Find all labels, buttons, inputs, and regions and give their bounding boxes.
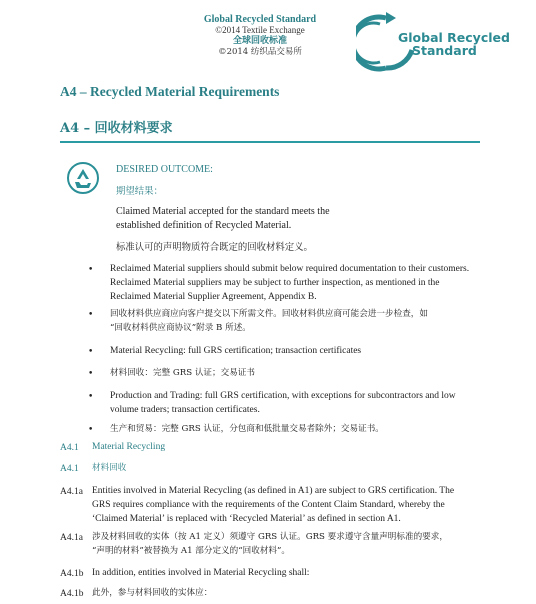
header-title-zh: 全球回收标准 [232,36,287,46]
list-item-line: Reclaimed Material suppliers should submit below required documentation to their customers. [110,264,470,274]
list-item-line: “回收材料供应商协议”附录 B 所述。 [110,323,251,333]
list-item-line: Production and Trading: full GRS certification, with exceptions for subcontractors and low [110,391,456,401]
section-title-zh: A4 – 回收材料要求 [60,121,173,136]
clause-line: Material Recycling [92,442,166,452]
bullet-marker: • [88,392,94,402]
grs-logo-wordmark [398,31,510,57]
outcome-text-en-1: Claimed Material accepted for the standard meets the [116,206,330,217]
page-header [180,14,340,58]
clause-text [92,530,476,558]
outcome-label-en: DESIRED OUTCOME: [116,164,213,175]
list-item-line: 回收材料供应商应向客户提交以下所需文件。回收材料供应商可能会进一步检查，如 [110,309,428,319]
clause-number: A4.1a [60,533,83,543]
outcome-text-en-2: established definition of Recycled Material. [116,220,292,231]
clause-line: 涉及材料回收的实体（按 A1 定义）须遵守 GRS 认证。GRS 要求遵守含量声明标准的要求， [92,532,448,542]
clause-line: In addition, entities involved in Material Recycling shall: [92,568,310,578]
bullet-marker: • [88,265,94,275]
clause-line: ‘Claimed Material’ is replaced with ‘Recycled Material’ as defined in section A1. [92,514,401,524]
bullet-marker: • [88,347,94,357]
recycle-icon [67,162,99,194]
header-copyright-en: ©2014 Textile Exchange [215,25,305,35]
clause-text [92,586,476,600]
list-item-line: volume traders; transaction certificates. [110,405,260,415]
clause-number: A4.1a [60,487,83,497]
clause-text [92,484,476,526]
list-item-line: Material Recycling: full GRS certification; transaction certificates [110,346,362,356]
list-item [110,307,476,335]
clause-number: A4.1 [60,443,79,453]
clause-line: “声明的材料”被替换为 A1 部分定义的“回收材料”。 [92,546,290,556]
list-item-line: Reclaimed Material suppliers may be subject to further inspection, as mentioned in the [110,278,440,288]
list-item-line: 材料回收：完整 GRS 认证；交易证书 [110,368,255,378]
outcome-label-zh: 期望结果： [116,186,163,197]
clause-number: A4.1b [60,569,84,579]
bullet-marker: • [88,369,94,379]
bullet-marker: • [88,425,94,435]
list-item [110,366,476,380]
clause-text [92,566,476,580]
outcome-text-zh: 标准认可的声明物质符合既定的回收材料定义。 [116,242,313,253]
list-item-line: Reclaimed Material Supplier Agreement, Appendix B. [110,292,317,302]
clause-line: Entities involved in Material Recycling (as defined in A1) are subject to GRS certification. The [92,486,455,496]
clause-text [92,461,476,475]
list-item [110,262,476,304]
list-item [110,344,476,358]
clause-line: 材料回收 [92,463,127,473]
clause-line: 此外，参与材料回收的实体应： [92,588,213,598]
section-divider [60,141,480,143]
header-title-en: Global Recycled Standard [203,14,317,25]
section-title-en: A4 – Recycled Material Requirements [60,84,280,99]
clause-text [92,440,476,454]
list-item [110,422,476,436]
logo-line-1: Global Recycled [398,30,510,45]
clause-number: A4.1 [60,464,79,474]
logo-line-2: Standard [412,43,477,58]
list-item [110,389,476,417]
list-item-line: 生产和贸易：完整 GRS 认证，分包商和低批量交易者除外；交易证书。 [110,424,384,434]
clause-line: GRS requires compliance with the requirements of the Content Claim Standard, whereby the [92,500,445,510]
header-copyright-zh: ©2014 纺织品交易所 [218,47,302,57]
bullet-marker: • [88,310,94,320]
clause-number: A4.1b [60,589,84,599]
